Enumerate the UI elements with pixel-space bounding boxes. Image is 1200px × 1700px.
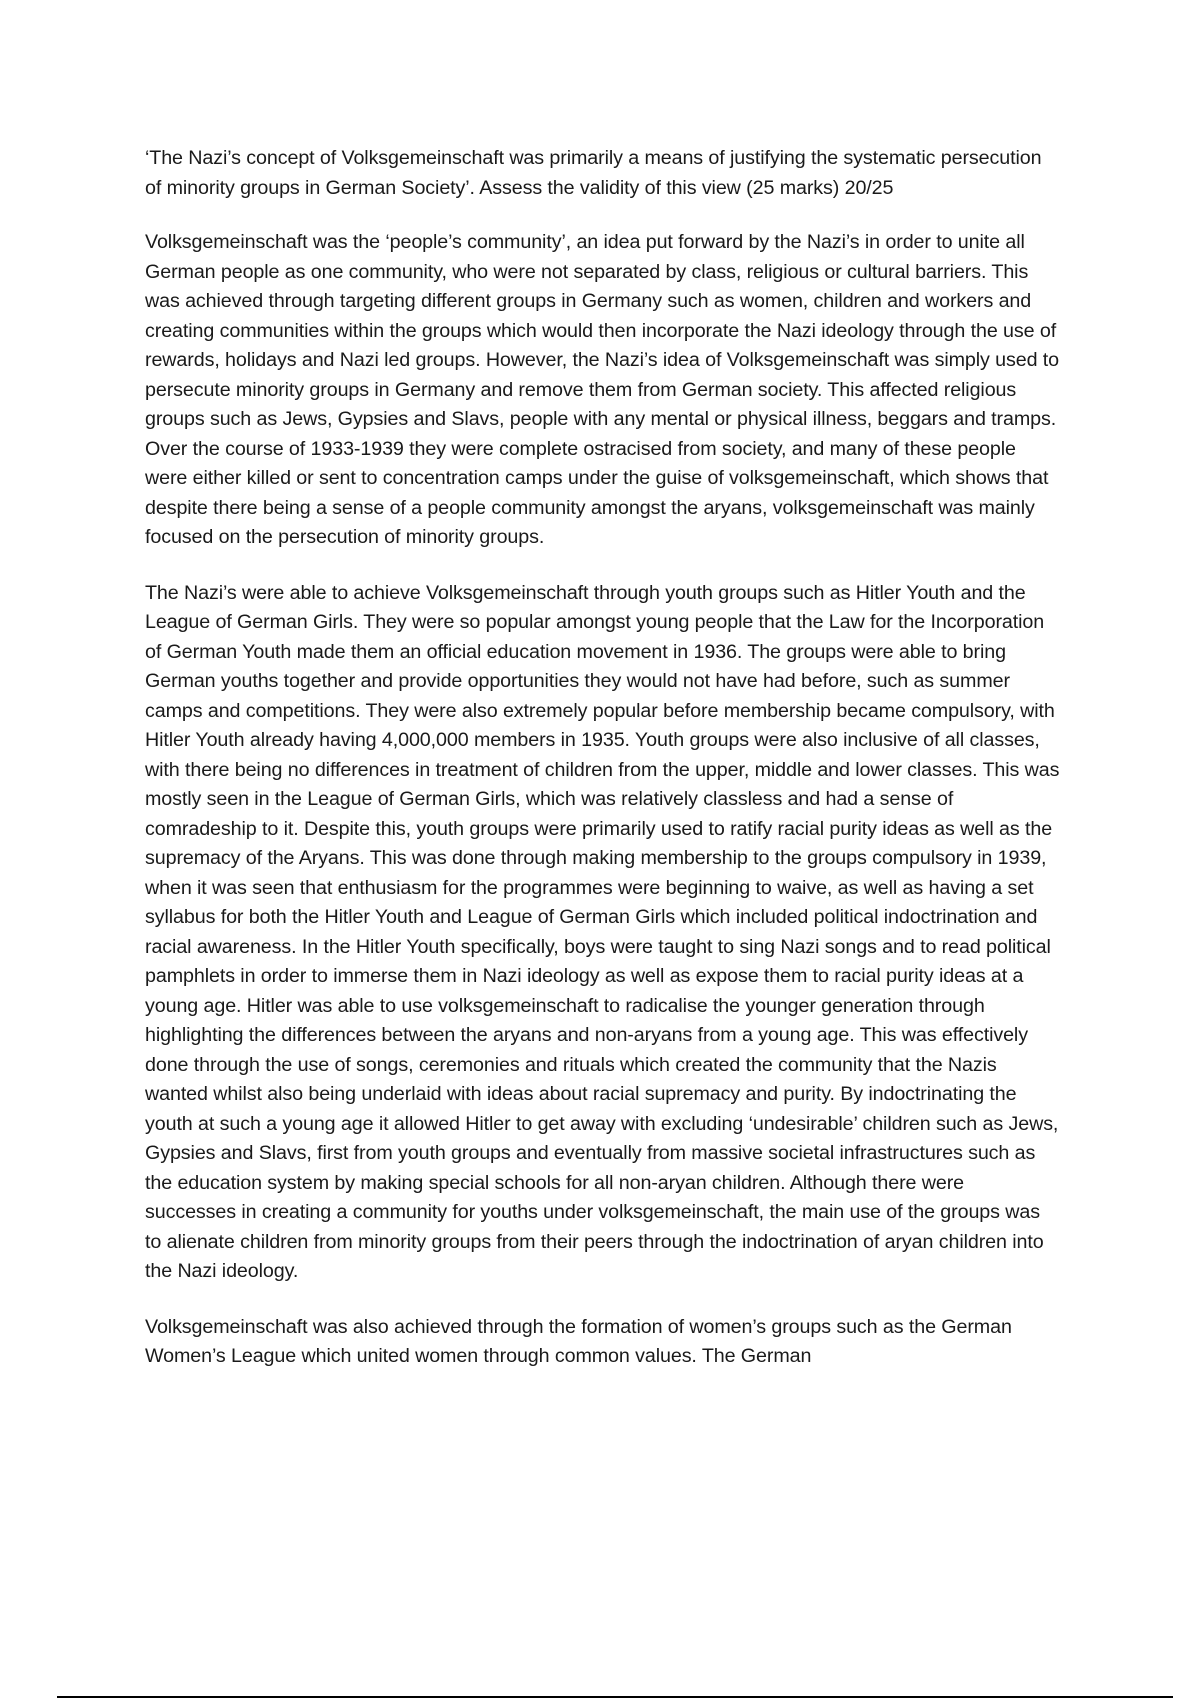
paragraph-womens-groups: Volksgemeinschaft was also achieved through the formation of women’s groups such as the German Women’s League which united women through common values. The German — [145, 1315, 1012, 1367]
page-bottom-rule — [57, 1696, 1173, 1698]
paragraph-youth-groups: The Nazi’s were able to achieve Volksgemeinschaft through youth groups such as Hitler Youth and the League of German Girls. They were so popular amongst young people that the Law for the Incorporation of German Youth made them an official education movement in 1936. The groups were able to bring German youths together and provide opportunities they would not have had before, such as summer camps and competitions. They were also extremely popular before membership became compulsory, with Hitler Youth already having 4,000,000 members in 1935. Youth groups were also inclusive of all classes, with there being no differences in treatment of children from the upper, middle and lower classes. This was mostly seen in the League of German Girls, which was relatively classless and had a sense of comradeship to it. Despite this, youth groups were primarily used to ratify racial purity ideas as well as the supremacy of the Aryans. This was done through making membership to the groups compulsory in 1939, when it was seen that enthusiasm for the programmes were beginning to waive, as well as having a set syllabus for both the Hitler Youth and League of German Girls which included political indoctrination and racial awareness. In the Hitler Youth specifically, boys were taught to sing Nazi songs and to read political pamphlets in order to immerse them in Nazi ideology as well as expose them to racial purity ideas at a young age. Hitler was able to use volksgemeinschaft to radicalise the younger generation through highlighting the differences between the aryans and non-aryans from a young age. This was effectively done through the use of songs, ceremonies and rituals which created the community that the Nazis wanted whilst also being underlaid with ideas about racial supremacy and purity. By indoctrinating the youth at such a young age it allowed Hitler to get away with excluding ‘undesirable’ children such as Jews, Gypsies and Slavs, first from youth groups and eventually from massive societal infrastructures such as the education system by making special schools for all non-aryan children. Although there were successes in creating a community for youths under volksgemeinschaft, the main use of the groups was to alienate children from minority groups from their peers through the indoctrination of aryan children into the Nazi ideology. — [145, 581, 1060, 1282]
essay-question: ‘The Nazi’s concept of Volksgemeinschaft was primarily a means of justifying the systematic persecution of minority groups in German Society’. Assess the validity of this view (25 marks) 20/25 — [145, 147, 1042, 199]
document-page — [145, 144, 1060, 1398]
paragraph-introduction: Volksgemeinschaft was the ‘people’s community’, an idea put forward by the Nazi’s in order to unite all German people as one community, who were not separated by class, religious or cultural barriers. This was achieved through targeting different groups in Germany such as women, children and workers and creating communities within the groups which would then incorporate the Nazi ideology through the use of rewards, holidays and Nazi led groups. However, the Nazi’s idea of Volksgemeinschaft was simply used to persecute minority groups in Germany and remove them from German society. This affected religious groups such as Jews, Gypsies and Slavs, people with any mental or physical illness, beggars and tramps. Over the course of 1933-1939 they were complete ostracised from society, and many of these people were either killed or sent to concentration camps under the guise of volksgemeinschaft, which shows that despite there being a sense of a people community amongst the aryans, volksgemeinschaft was mainly focused on the persecution of minority groups. — [145, 231, 1060, 548]
